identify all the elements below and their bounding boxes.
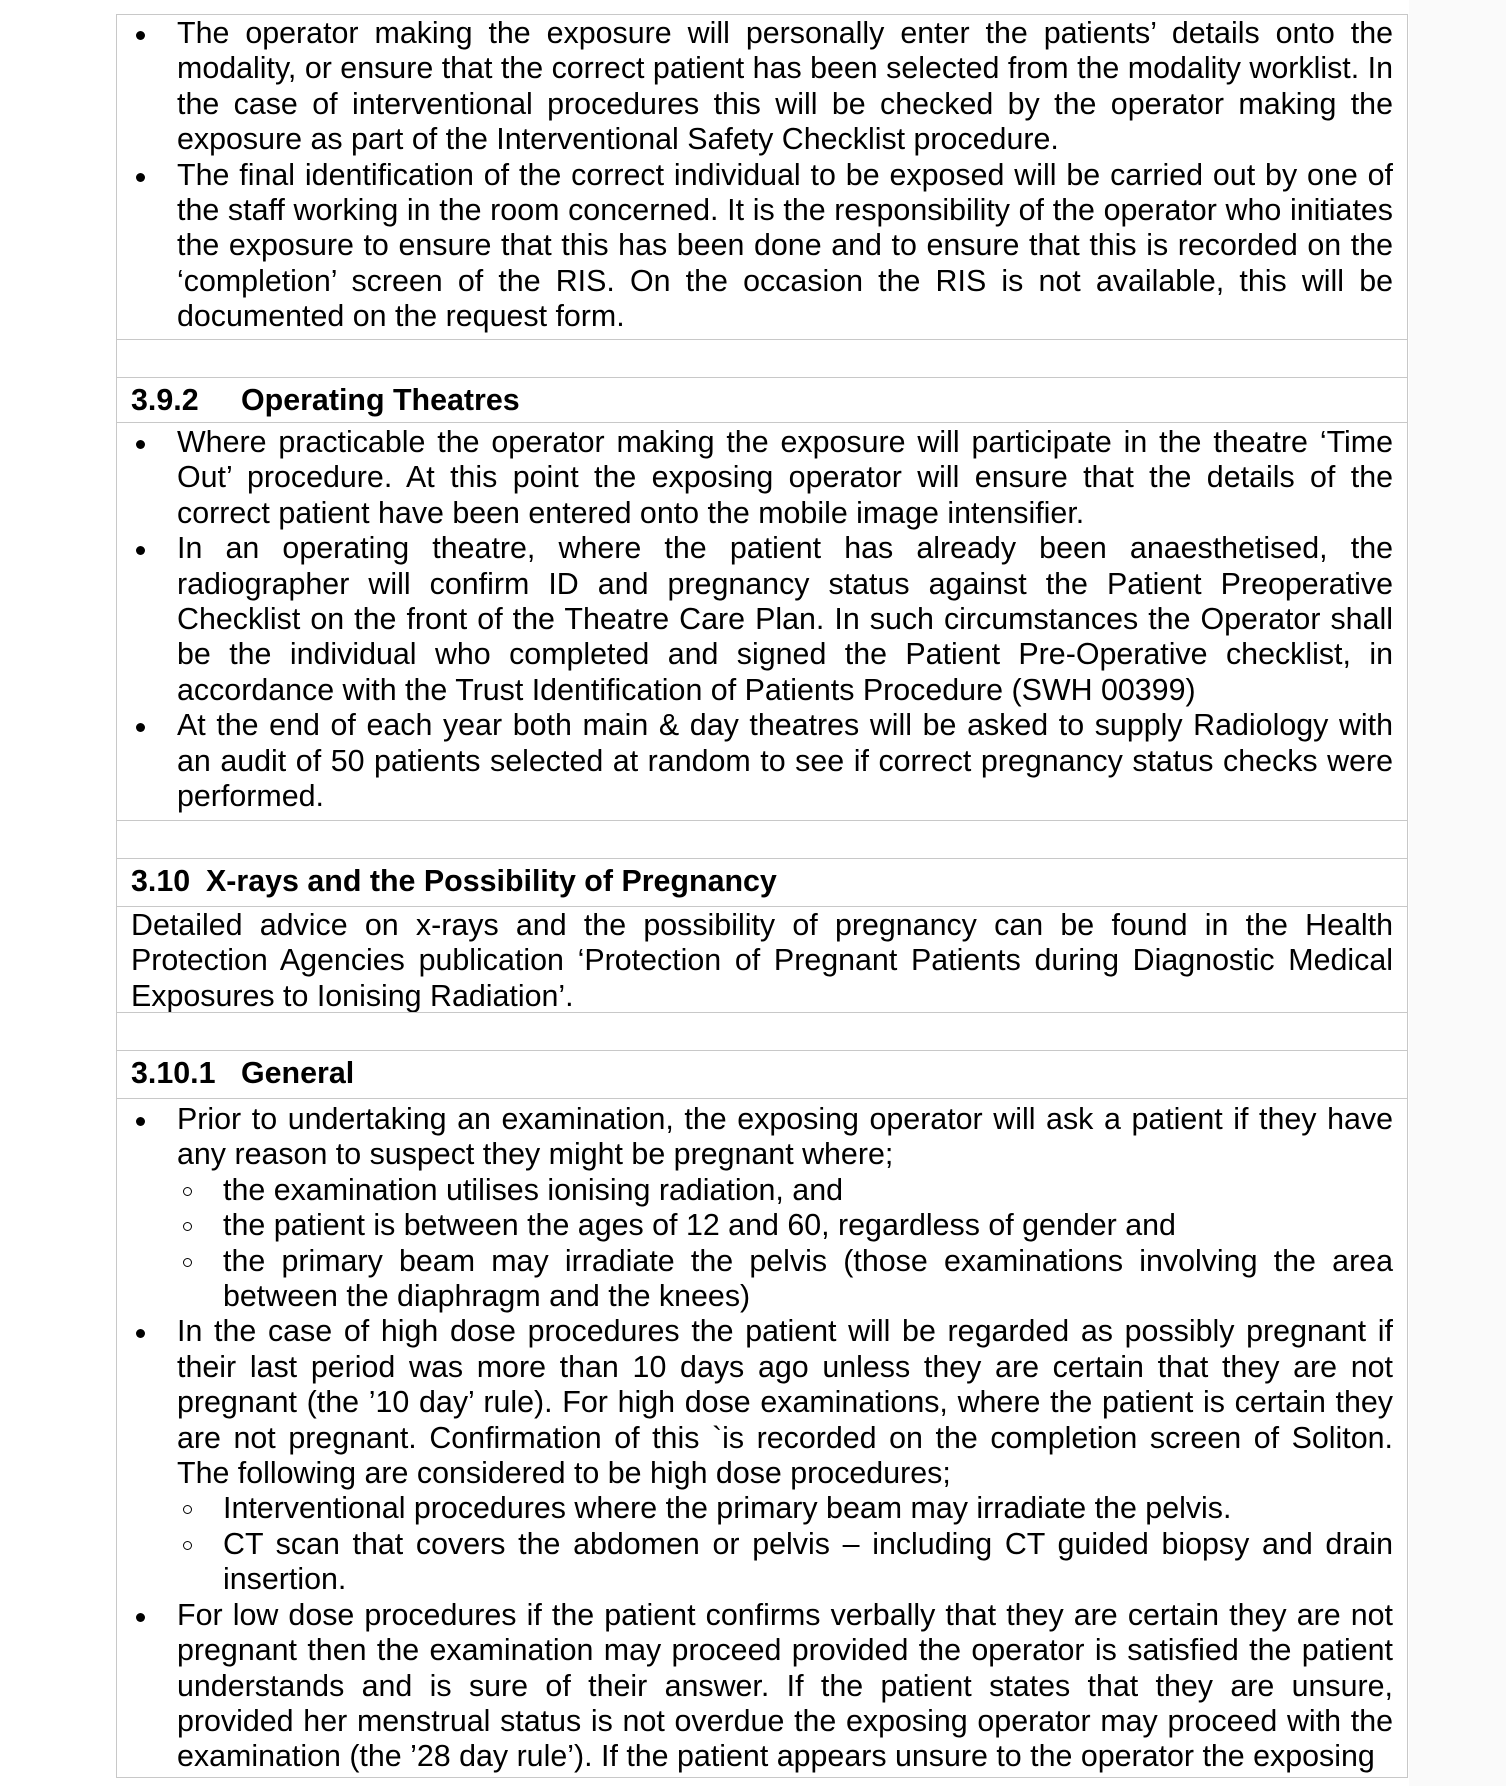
section-number: 3.10 [131, 864, 191, 898]
bullet-item [131, 425, 1393, 531]
sub-bullet-text: the patient is between the ages of 12 and 60, regardless of gender and [223, 1208, 1176, 1243]
bullet-text: Prior to undertaking an examination, the exposing operator will ask a patient if they have any reason to suspect they might be pregnant where; [177, 1102, 1393, 1172]
bullet-text: In an operating theatre, where the patient has already been anaesthetised, the radiographer will confirm ID and pregnancy status against the Patient Preoperative Checklist on the front of the Theatre Care Plan. In such circumstances the Operator shall be the individual who completed and signed the Patient Pre-Operative checklist, in accordance with the Trust Identification of Patients Procedure (SWH 00399) [177, 531, 1393, 707]
sub-bullet-item [177, 1527, 1393, 1598]
bullet-list [131, 16, 1393, 335]
bullet-item [131, 158, 1393, 335]
page-margin [1409, 0, 1506, 1786]
bullet-text: In the case of high dose procedures the patient will be regarded as possibly pregnant if their last period was more than 10 days ago unless they are certain that they are not pregnant (the ’10 day’ rule). For high dose examinations, where the patient is certain they are not pregnant. Confirmation of this `is recorded on the completion screen of Soliton. The following are considered to be high dose procedures; [177, 1314, 1393, 1491]
sub-bullet-text: the examination utilises ionising radiation, and [223, 1172, 844, 1207]
sub-bullet-text: CT scan that covers the abdomen or pelvis – including CT guided biopsy and drain insertion. [223, 1526, 1393, 1597]
section-title: General [241, 1056, 355, 1090]
section-number: 3.10.1 [131, 1056, 216, 1090]
bullet-item [131, 16, 1393, 158]
bullet-list [131, 1102, 1393, 1775]
section-title: X-rays and the Possibility of Pregnancy [206, 864, 777, 898]
paragraph-text: Detailed advice on x-rays and the possibility of pregnancy can be found in the Health Protection Agencies publication ‘Protection of Pregnant Patients during Diagnostic Medical Exposures to Ionising Radiation’. [131, 908, 1393, 1013]
sub-bullet-list [177, 1491, 1393, 1597]
row-heading-3-10 [117, 859, 1407, 907]
sub-bullet-item [177, 1208, 1393, 1243]
section-title: Operating Theatres [241, 383, 520, 417]
row-pregnancy-paragraph [117, 907, 1407, 1013]
row-general-bullets [117, 1099, 1407, 1778]
bullet-item [131, 1102, 1393, 1314]
bullet-item [131, 1314, 1393, 1597]
section-heading [117, 859, 1407, 903]
bullet-text: For low dose procedures if the patient confirms verbally that they are certain they are not pregnant then the examination may proceed provided the operator is satisfied the patient understands and is sure of their answer. If the patient states that they are unsure, provided her menstrual status is not overdue the exposing operator may proceed with the examination (the ’28 day rule’). If the patient appears unsure to the operator the exposing [177, 1597, 1393, 1774]
sub-bullet-item [177, 1491, 1393, 1526]
empty-row [117, 340, 1407, 378]
bullet-text: At the end of each year both main & day theatres will be asked to supply Radiology with an audit of 50 patients selected at random to see if correct pregnancy status checks were performed. [177, 708, 1393, 814]
row-operating-theatres-bullets [117, 423, 1407, 821]
bullet-list [131, 425, 1393, 814]
row-heading-3-9-2 [117, 378, 1407, 423]
section-heading [117, 1051, 1407, 1095]
bullet-text: Where practicable the operator making the exposure will participate in the theatre ‘Time Out’ procedure. At this point the exposing operator will ensure that the details of the correct patient have been entered onto the mobile image intensifier. [177, 425, 1393, 530]
section-heading [117, 378, 1407, 422]
empty-row [117, 1013, 1407, 1051]
sub-bullet-item [177, 1244, 1393, 1315]
bullet-item [131, 1598, 1393, 1775]
bullet-text: The final identification of the correct individual to be exposed will be carried out by one of the staff working in the room concerned. It is the responsibility of the operator who initiates the exposure to ensure that this has been done and to ensure that this is recorded on the ‘completion’ screen of the RIS. On the occasion the RIS is not available, this will be documented on the request form. [177, 157, 1393, 334]
section-number: 3.9.2 [131, 383, 199, 417]
bullet-item [131, 531, 1393, 708]
sub-bullet-list [177, 1173, 1393, 1315]
document-table [116, 14, 1408, 1778]
sub-bullet-item [177, 1173, 1393, 1208]
sub-bullet-text: Interventional procedures where the primary beam may irradiate the pelvis. [223, 1491, 1232, 1526]
row-heading-3-10-1 [117, 1051, 1407, 1099]
bullet-text: The operator making the exposure will personally enter the patients’ details onto the modality, or ensure that the correct patient has been selected from the modality worklist. In the case of interventional procedures this will be checked by the operator making the exposure as part of the Interventional Safety Checklist procedure. [177, 16, 1393, 157]
bullet-item [131, 708, 1393, 814]
sub-bullet-text: the primary beam may irradiate the pelvis (those examinations involving the area between the diaphragm and the knees) [223, 1243, 1393, 1314]
row-identification-bullets [117, 15, 1407, 340]
empty-row [117, 821, 1407, 859]
